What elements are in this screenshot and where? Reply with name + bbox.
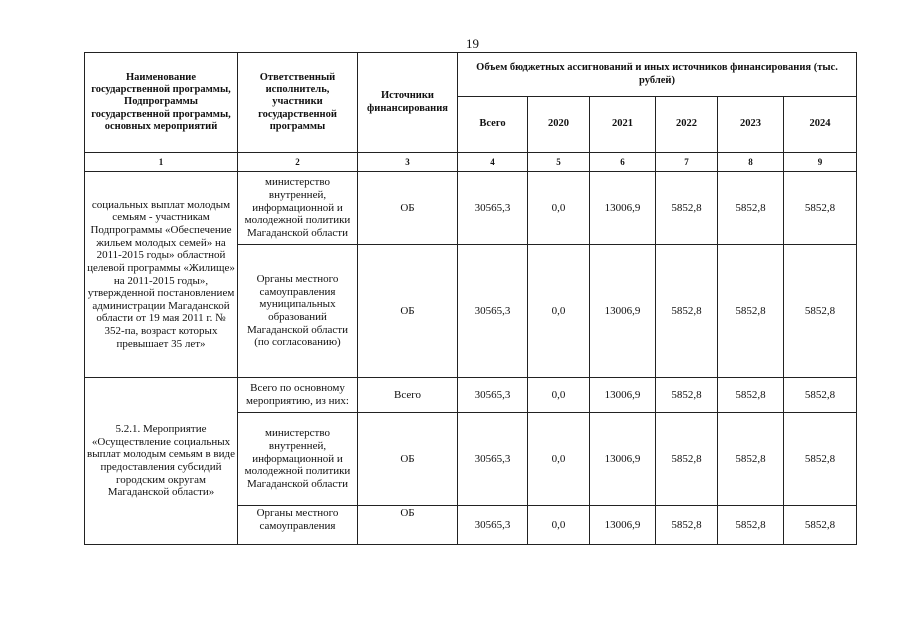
value-total: 30565,3: [458, 378, 528, 413]
value-2020: 0,0: [528, 172, 590, 245]
column-index: 2: [238, 153, 358, 172]
column-index: 7: [656, 153, 718, 172]
value-2021: 13006,9: [590, 172, 656, 245]
source-cell: Всего: [358, 378, 458, 413]
header-year-2024: 2024: [784, 97, 857, 153]
value-2021: 13006,9: [590, 245, 656, 378]
column-index: 3: [358, 153, 458, 172]
program-name-cell: 5.2.1. Мероприятие «Осуществление социальных выплат молодым семьям в виде предоставления субсидий городским округам Магаданской области»: [85, 378, 238, 545]
value-2020: 0,0: [528, 413, 590, 506]
header-year-2021: 2021: [590, 97, 656, 153]
program-name-cell: социальных выплат молодым семьям - участникам Подпрограммы «Обеспечение жильем молодых семей» на 2011-2015 годы» областной целевой программы «Жилище» на 2011-2015 годы», утвержденной постановлением администрации Магаданской области от 19 мая 2011 г. № 352-па, возраст которых превышает 35 лет»: [85, 172, 238, 378]
value-2020: 0,0: [528, 245, 590, 378]
header-year-total: Всего: [458, 97, 528, 153]
page-number: 19: [466, 36, 479, 51]
value-2024: 5852,8: [784, 413, 857, 506]
value-2021: 13006,9: [590, 506, 656, 545]
column-index: 5: [528, 153, 590, 172]
value-2023: 5852,8: [718, 245, 784, 378]
value-2022: 5852,8: [656, 378, 718, 413]
executor-cell: Органы местного самоуправления: [238, 506, 358, 545]
value-2024: 5852,8: [784, 378, 857, 413]
source-cell: ОБ: [358, 413, 458, 506]
header-funding-group: Объем бюджетных ассигнований и иных источников финансирования (тыс. рублей): [458, 53, 857, 97]
header-executor: Ответственный исполнитель, участники государственной программы: [238, 53, 358, 153]
value-2024: 5852,8: [784, 172, 857, 245]
value-2023: 5852,8: [718, 378, 784, 413]
column-index: 1: [85, 153, 238, 172]
source-cell: ОБ: [358, 506, 458, 545]
header-funding-source: Источники финансирования: [358, 53, 458, 153]
header-row: [85, 53, 857, 97]
value-total: 30565,3: [458, 413, 528, 506]
value-total: 30565,3: [458, 245, 528, 378]
value-2020: 0,0: [528, 378, 590, 413]
header-year-2022: 2022: [656, 97, 718, 153]
budget-table: [84, 52, 857, 545]
value-2022: 5852,8: [656, 245, 718, 378]
executor-cell: Всего по основному мероприятию, из них:: [238, 378, 358, 413]
value-total: 30565,3: [458, 506, 528, 545]
value-2022: 5852,8: [656, 172, 718, 245]
source-cell: ОБ: [358, 245, 458, 378]
header-program-name: Наименование государственной программы, Подпрограммы государственной программы, основных мероприятий: [85, 53, 238, 153]
value-2023: 5852,8: [718, 413, 784, 506]
header-year-2023: 2023: [718, 97, 784, 153]
value-2022: 5852,8: [656, 413, 718, 506]
value-2023: 5852,8: [718, 172, 784, 245]
value-2023: 5852,8: [718, 506, 784, 545]
column-index: 9: [784, 153, 857, 172]
value-2022: 5852,8: [656, 506, 718, 545]
column-index: 4: [458, 153, 528, 172]
executor-cell: министерство внутренней, информационной и молодежной политики Магаданской области: [238, 172, 358, 245]
value-total: 30565,3: [458, 172, 528, 245]
value-2020: 0,0: [528, 506, 590, 545]
column-index: 6: [590, 153, 656, 172]
value-2024: 5852,8: [784, 245, 857, 378]
value-2021: 13006,9: [590, 413, 656, 506]
executor-cell: Органы местного самоуправления муниципальных образований Магаданской области (по согласованию): [238, 245, 358, 378]
source-cell: ОБ: [358, 172, 458, 245]
header-year-2020: 2020: [528, 97, 590, 153]
column-index: 8: [718, 153, 784, 172]
table-row: [85, 378, 857, 413]
table-row: [85, 172, 857, 245]
executor-cell: министерство внутренней, информационной и молодежной политики Магаданской области: [238, 413, 358, 506]
column-index-row: [85, 153, 857, 172]
value-2024: 5852,8: [784, 506, 857, 545]
value-2021: 13006,9: [590, 378, 656, 413]
